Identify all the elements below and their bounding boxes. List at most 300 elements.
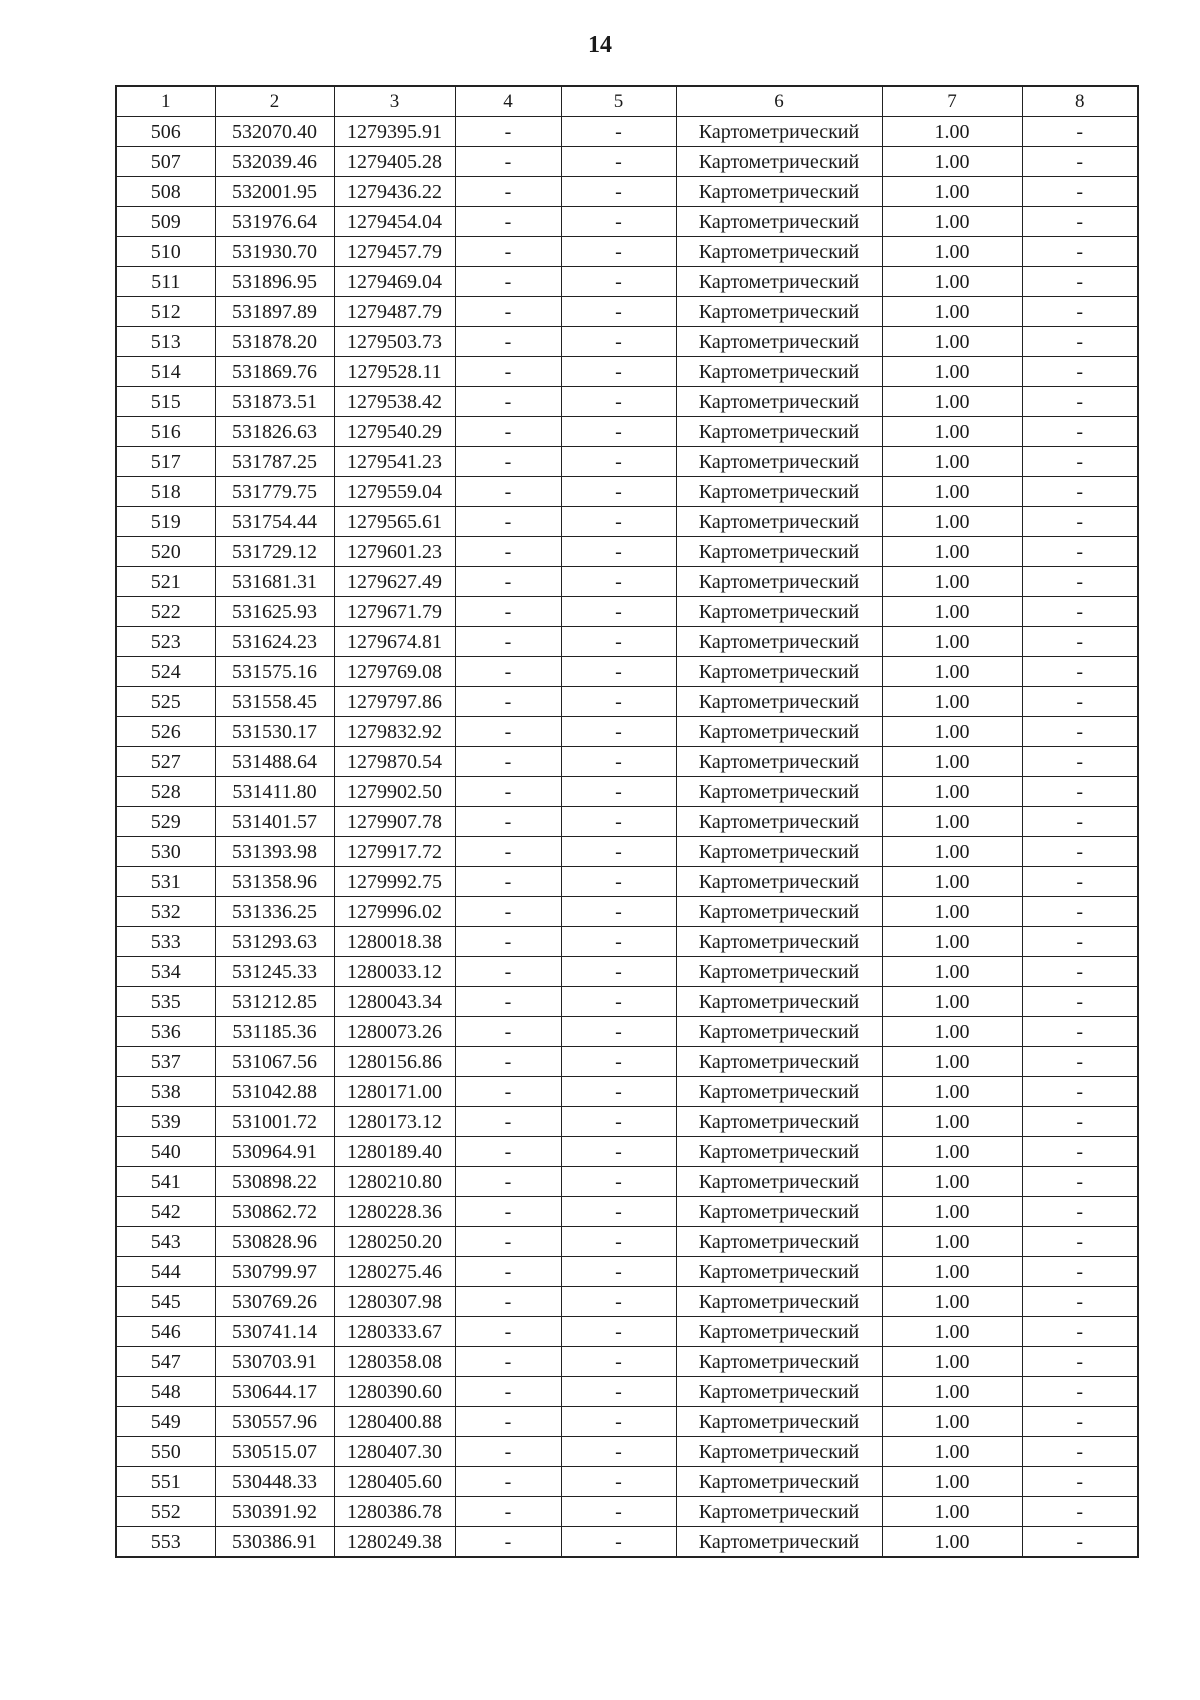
table-cell: 530769.26 xyxy=(215,1287,334,1317)
table-cell: - xyxy=(455,1317,561,1347)
table-cell: 1.00 xyxy=(882,1287,1022,1317)
table-cell: - xyxy=(561,837,676,867)
table-row xyxy=(116,1287,1138,1317)
table-cell: - xyxy=(561,117,676,147)
table-cell: - xyxy=(455,1167,561,1197)
table-cell: 530448.33 xyxy=(215,1467,334,1497)
table-cell: - xyxy=(1022,837,1138,867)
table-cell: Картометрический xyxy=(676,537,882,567)
table-cell: - xyxy=(455,717,561,747)
table-cell: 1.00 xyxy=(882,777,1022,807)
table-cell: - xyxy=(455,597,561,627)
table-cell: - xyxy=(561,657,676,687)
table-cell: 531930.70 xyxy=(215,237,334,267)
table-cell: 1280249.38 xyxy=(334,1527,455,1558)
table-cell: - xyxy=(1022,1467,1138,1497)
table-cell: - xyxy=(1022,957,1138,987)
table-cell: 1279769.08 xyxy=(334,657,455,687)
table-cell: 1.00 xyxy=(882,1167,1022,1197)
table-body xyxy=(116,117,1138,1558)
table-cell: 1.00 xyxy=(882,207,1022,237)
table-cell: 1.00 xyxy=(882,627,1022,657)
table-cell: 536 xyxy=(116,1017,215,1047)
table-cell: - xyxy=(561,1257,676,1287)
table-cell: - xyxy=(561,717,676,747)
table-cell: 506 xyxy=(116,117,215,147)
table-row xyxy=(116,1347,1138,1377)
table-cell: - xyxy=(455,1017,561,1047)
table-cell: 1.00 xyxy=(882,747,1022,777)
table-cell: 1280333.67 xyxy=(334,1317,455,1347)
table-cell: 1.00 xyxy=(882,1317,1022,1347)
table-header-row xyxy=(116,86,1138,117)
table-cell: 530391.92 xyxy=(215,1497,334,1527)
table-cell: - xyxy=(561,417,676,447)
table-cell: - xyxy=(1022,177,1138,207)
table-cell: - xyxy=(1022,1197,1138,1227)
table-cell: - xyxy=(455,1377,561,1407)
table-cell: 1.00 xyxy=(882,597,1022,627)
table-cell: - xyxy=(455,207,561,237)
table-row xyxy=(116,627,1138,657)
table-cell: Картометрический xyxy=(676,417,882,447)
table-cell: 1279674.81 xyxy=(334,627,455,657)
table-cell: 1280043.34 xyxy=(334,987,455,1017)
table-cell: 1279436.22 xyxy=(334,177,455,207)
table-cell: 1280275.46 xyxy=(334,1257,455,1287)
table-cell: - xyxy=(455,147,561,177)
table-cell: - xyxy=(455,1257,561,1287)
table-cell: - xyxy=(455,1287,561,1317)
table-cell: 531558.45 xyxy=(215,687,334,717)
table-cell: - xyxy=(1022,447,1138,477)
table-cell: - xyxy=(561,1167,676,1197)
column-header: 2 xyxy=(215,86,334,117)
column-header: 8 xyxy=(1022,86,1138,117)
table-cell: 511 xyxy=(116,267,215,297)
table-row xyxy=(116,717,1138,747)
table-cell: 530964.91 xyxy=(215,1137,334,1167)
table-cell: - xyxy=(561,1317,676,1347)
table-cell: 513 xyxy=(116,327,215,357)
table-cell: 531896.95 xyxy=(215,267,334,297)
table-row xyxy=(116,1197,1138,1227)
table-cell: - xyxy=(561,1407,676,1437)
table-cell: - xyxy=(561,1377,676,1407)
table-row xyxy=(116,507,1138,537)
table-cell: 1.00 xyxy=(882,1257,1022,1287)
table-cell: - xyxy=(455,237,561,267)
coordinates-table xyxy=(115,85,1139,1558)
table-cell: 531212.85 xyxy=(215,987,334,1017)
page-number: 14 xyxy=(588,32,612,58)
table-row xyxy=(116,1227,1138,1257)
table-cell: - xyxy=(561,1107,676,1137)
table-cell: 1.00 xyxy=(882,717,1022,747)
table-cell: 523 xyxy=(116,627,215,657)
table-cell: 531358.96 xyxy=(215,867,334,897)
table-row xyxy=(116,1167,1138,1197)
table-cell: Картометрический xyxy=(676,567,882,597)
table-cell: 1279601.23 xyxy=(334,537,455,567)
table-cell: Картометрический xyxy=(676,1317,882,1347)
table-cell: 531779.75 xyxy=(215,477,334,507)
table-cell: 552 xyxy=(116,1497,215,1527)
table-cell: - xyxy=(1022,567,1138,597)
table-cell: - xyxy=(1022,297,1138,327)
table-cell: 1279538.42 xyxy=(334,387,455,417)
table-cell: 1.00 xyxy=(882,1407,1022,1437)
table-cell: 530741.14 xyxy=(215,1317,334,1347)
table-cell: 531625.93 xyxy=(215,597,334,627)
table-cell: - xyxy=(561,1347,676,1377)
table-cell: 1.00 xyxy=(882,987,1022,1017)
table-cell: 524 xyxy=(116,657,215,687)
table-cell: Картометрический xyxy=(676,357,882,387)
table-row xyxy=(116,1107,1138,1137)
table-cell: Картометрический xyxy=(676,1227,882,1257)
table-cell: Картометрический xyxy=(676,1137,882,1167)
table-cell: 1.00 xyxy=(882,1107,1022,1137)
table-cell: 1280228.36 xyxy=(334,1197,455,1227)
table-cell: 1280405.60 xyxy=(334,1467,455,1497)
table-cell: - xyxy=(561,1077,676,1107)
table-cell: - xyxy=(561,747,676,777)
table-row xyxy=(116,327,1138,357)
table-cell: 530515.07 xyxy=(215,1437,334,1467)
table-cell: Картометрический xyxy=(676,627,882,657)
table-cell: 548 xyxy=(116,1377,215,1407)
table-cell: - xyxy=(455,807,561,837)
table-cell: Картометрический xyxy=(676,1497,882,1527)
table-cell: 509 xyxy=(116,207,215,237)
table-cell: 532001.95 xyxy=(215,177,334,207)
table-cell: 541 xyxy=(116,1167,215,1197)
table-cell: 538 xyxy=(116,1077,215,1107)
table-row xyxy=(116,1527,1138,1558)
table-cell: 1279454.04 xyxy=(334,207,455,237)
table-cell: - xyxy=(561,147,676,177)
table-cell: 532070.40 xyxy=(215,117,334,147)
table-cell: Картометрический xyxy=(676,117,882,147)
table-cell: 1280173.12 xyxy=(334,1107,455,1137)
table-row xyxy=(116,447,1138,477)
table-cell: 1.00 xyxy=(882,1017,1022,1047)
table-cell: 1.00 xyxy=(882,687,1022,717)
table-cell: - xyxy=(1022,537,1138,567)
table-cell: - xyxy=(455,777,561,807)
table-cell: - xyxy=(1022,327,1138,357)
table-cell: - xyxy=(455,267,561,297)
table-cell: Картометрический xyxy=(676,1107,882,1137)
table-row xyxy=(116,177,1138,207)
table-cell: - xyxy=(1022,867,1138,897)
table-cell: - xyxy=(455,447,561,477)
table-row xyxy=(116,957,1138,987)
table-cell: 1.00 xyxy=(882,417,1022,447)
table-row xyxy=(116,237,1138,267)
table-cell: - xyxy=(561,1227,676,1257)
table-cell: 530828.96 xyxy=(215,1227,334,1257)
table-cell: 1279469.04 xyxy=(334,267,455,297)
table-cell: - xyxy=(1022,747,1138,777)
table-cell: 1280210.80 xyxy=(334,1167,455,1197)
table-cell: Картометрический xyxy=(676,1527,882,1558)
table-cell: 542 xyxy=(116,1197,215,1227)
table-cell: Картометрический xyxy=(676,1257,882,1287)
table-cell: - xyxy=(455,927,561,957)
table-cell: - xyxy=(455,687,561,717)
table-cell: Картометрический xyxy=(676,1347,882,1377)
table-cell: 512 xyxy=(116,297,215,327)
table-cell: - xyxy=(455,1407,561,1437)
table-cell: 531878.20 xyxy=(215,327,334,357)
table-row xyxy=(116,1137,1138,1167)
table-cell: - xyxy=(561,267,676,297)
column-header: 5 xyxy=(561,86,676,117)
table-cell: 1.00 xyxy=(882,237,1022,267)
table-cell: - xyxy=(455,297,561,327)
table-cell: - xyxy=(1022,207,1138,237)
table-cell: - xyxy=(561,957,676,987)
table-cell: 1280250.20 xyxy=(334,1227,455,1257)
table-cell: - xyxy=(1022,1017,1138,1047)
table-cell: 1280018.38 xyxy=(334,927,455,957)
table-cell: 540 xyxy=(116,1137,215,1167)
table-cell: - xyxy=(1022,1317,1138,1347)
table-cell: Картометрический xyxy=(676,597,882,627)
table-cell: - xyxy=(455,627,561,657)
table-cell: 1.00 xyxy=(882,507,1022,537)
table-cell: - xyxy=(1022,687,1138,717)
table-cell: - xyxy=(455,387,561,417)
table-cell: 521 xyxy=(116,567,215,597)
table-cell: 1279832.92 xyxy=(334,717,455,747)
table-cell: - xyxy=(561,987,676,1017)
table-cell: Картометрический xyxy=(676,507,882,537)
table-cell: 531754.44 xyxy=(215,507,334,537)
table-row xyxy=(116,1377,1138,1407)
table-cell: 531575.16 xyxy=(215,657,334,687)
table-cell: 1280307.98 xyxy=(334,1287,455,1317)
table-cell: - xyxy=(561,567,676,597)
table-cell: - xyxy=(561,507,676,537)
table-cell: 1.00 xyxy=(882,1497,1022,1527)
table-cell: - xyxy=(561,297,676,327)
column-header: 1 xyxy=(116,86,215,117)
table-cell: - xyxy=(561,447,676,477)
table-cell: Картометрический xyxy=(676,1047,882,1077)
table-cell: Картометрический xyxy=(676,1437,882,1467)
table-cell: Картометрический xyxy=(676,747,882,777)
table-cell: - xyxy=(1022,117,1138,147)
table-cell: 1.00 xyxy=(882,327,1022,357)
table-cell: - xyxy=(1022,1287,1138,1317)
table-cell: 516 xyxy=(116,417,215,447)
table-cell: Картометрический xyxy=(676,867,882,897)
table-cell: 531624.23 xyxy=(215,627,334,657)
table-cell: 1.00 xyxy=(882,657,1022,687)
table-cell: - xyxy=(455,837,561,867)
table-cell: 1280189.40 xyxy=(334,1137,455,1167)
table-cell: - xyxy=(455,1107,561,1137)
table-cell: - xyxy=(561,1047,676,1077)
table-cell: 531185.36 xyxy=(215,1017,334,1047)
table-cell: - xyxy=(561,627,676,657)
table-cell: Картометрический xyxy=(676,897,882,927)
table-cell: 522 xyxy=(116,597,215,627)
table-cell: - xyxy=(561,777,676,807)
table-cell: - xyxy=(561,1437,676,1467)
table-cell: - xyxy=(455,867,561,897)
table-cell: - xyxy=(455,1047,561,1077)
table-cell: - xyxy=(561,177,676,207)
table-cell: 519 xyxy=(116,507,215,537)
table-cell: - xyxy=(455,1137,561,1167)
table-cell: - xyxy=(1022,657,1138,687)
table-cell: Картометрический xyxy=(676,1167,882,1197)
table-cell: - xyxy=(561,1527,676,1558)
table-cell: 1280073.26 xyxy=(334,1017,455,1047)
table-cell: - xyxy=(455,1497,561,1527)
table-row xyxy=(116,1317,1138,1347)
table-cell: - xyxy=(561,537,676,567)
table-cell: - xyxy=(455,477,561,507)
table-row xyxy=(116,777,1138,807)
table-cell: 537 xyxy=(116,1047,215,1077)
table-row xyxy=(116,477,1138,507)
table-cell: - xyxy=(455,507,561,537)
table-row xyxy=(116,687,1138,717)
table-row xyxy=(116,357,1138,387)
table-cell: 543 xyxy=(116,1227,215,1257)
table-cell: 508 xyxy=(116,177,215,207)
table-cell: 518 xyxy=(116,477,215,507)
table-row xyxy=(116,117,1138,147)
table-cell: - xyxy=(1022,1437,1138,1467)
table-cell: 551 xyxy=(116,1467,215,1497)
table-cell: 1279540.29 xyxy=(334,417,455,447)
table-cell: - xyxy=(1022,357,1138,387)
table-cell: - xyxy=(561,897,676,927)
table-cell: 1.00 xyxy=(882,147,1022,177)
table-cell: Картометрический xyxy=(676,777,882,807)
table-cell: - xyxy=(455,1197,561,1227)
table-cell: 531401.57 xyxy=(215,807,334,837)
table-cell: - xyxy=(455,957,561,987)
table-cell: 531869.76 xyxy=(215,357,334,387)
table-row xyxy=(116,297,1138,327)
table-cell: - xyxy=(1022,1377,1138,1407)
table-cell: 507 xyxy=(116,147,215,177)
table-cell: 539 xyxy=(116,1107,215,1137)
table-cell: - xyxy=(455,897,561,927)
table-cell: - xyxy=(455,1347,561,1377)
table-cell: - xyxy=(1022,1527,1138,1558)
table-cell: - xyxy=(561,807,676,837)
table-cell: 527 xyxy=(116,747,215,777)
table-cell: Картометрический xyxy=(676,807,882,837)
table-cell: - xyxy=(1022,897,1138,927)
table-cell: 1279870.54 xyxy=(334,747,455,777)
table-cell: Картометрический xyxy=(676,207,882,237)
table-cell: 1.00 xyxy=(882,447,1022,477)
table-cell: 528 xyxy=(116,777,215,807)
table-cell: 1.00 xyxy=(882,957,1022,987)
table-cell: 531488.64 xyxy=(215,747,334,777)
table-cell: 1.00 xyxy=(882,117,1022,147)
table-cell: 1279627.49 xyxy=(334,567,455,597)
table-cell: 1279902.50 xyxy=(334,777,455,807)
table-cell: - xyxy=(561,387,676,417)
table-cell: 529 xyxy=(116,807,215,837)
table-cell: Картометрический xyxy=(676,177,882,207)
table-cell: - xyxy=(1022,507,1138,537)
table-cell: - xyxy=(1022,987,1138,1017)
table-row xyxy=(116,537,1138,567)
table-cell: - xyxy=(1022,627,1138,657)
table-cell: Картометрический xyxy=(676,957,882,987)
table-cell: - xyxy=(561,237,676,267)
table-cell: 1279503.73 xyxy=(334,327,455,357)
table-cell: - xyxy=(561,1197,676,1227)
table-cell: - xyxy=(561,597,676,627)
table-cell: 510 xyxy=(116,237,215,267)
table-cell: Картометрический xyxy=(676,687,882,717)
table-cell: 549 xyxy=(116,1407,215,1437)
table-cell: 1279405.28 xyxy=(334,147,455,177)
table-row xyxy=(116,387,1138,417)
table-cell: - xyxy=(561,207,676,237)
table-cell: 514 xyxy=(116,357,215,387)
table-cell: 534 xyxy=(116,957,215,987)
table-cell: 1.00 xyxy=(882,867,1022,897)
table-cell: 531 xyxy=(116,867,215,897)
table-cell: - xyxy=(1022,147,1138,177)
table-cell: Картометрический xyxy=(676,837,882,867)
table-cell: 532 xyxy=(116,897,215,927)
table-cell: Картометрический xyxy=(676,237,882,267)
table-cell: 531067.56 xyxy=(215,1047,334,1077)
table-cell: 1279528.11 xyxy=(334,357,455,387)
table-row xyxy=(116,1407,1138,1437)
table-cell: - xyxy=(1022,1347,1138,1377)
table-cell: 1279395.91 xyxy=(334,117,455,147)
table-cell: 526 xyxy=(116,717,215,747)
table-row xyxy=(116,1437,1138,1467)
table-cell: 530644.17 xyxy=(215,1377,334,1407)
table-cell: - xyxy=(1022,1047,1138,1077)
table-cell: Картометрический xyxy=(676,1407,882,1437)
table-cell: 544 xyxy=(116,1257,215,1287)
table-cell: Картометрический xyxy=(676,147,882,177)
table-cell: - xyxy=(561,1287,676,1317)
table-cell: - xyxy=(455,747,561,777)
table-cell: 1.00 xyxy=(882,297,1022,327)
table-cell: 530703.91 xyxy=(215,1347,334,1377)
table-cell: - xyxy=(455,1527,561,1558)
table-cell: 1.00 xyxy=(882,1437,1022,1467)
table-cell: - xyxy=(1022,267,1138,297)
table-cell: 531245.33 xyxy=(215,957,334,987)
table-row xyxy=(116,987,1138,1017)
table-cell: 531729.12 xyxy=(215,537,334,567)
table-cell: - xyxy=(561,867,676,897)
table-cell: Картометрический xyxy=(676,327,882,357)
table-cell: 1.00 xyxy=(882,267,1022,297)
table-cell: - xyxy=(1022,777,1138,807)
table-cell: 1.00 xyxy=(882,807,1022,837)
